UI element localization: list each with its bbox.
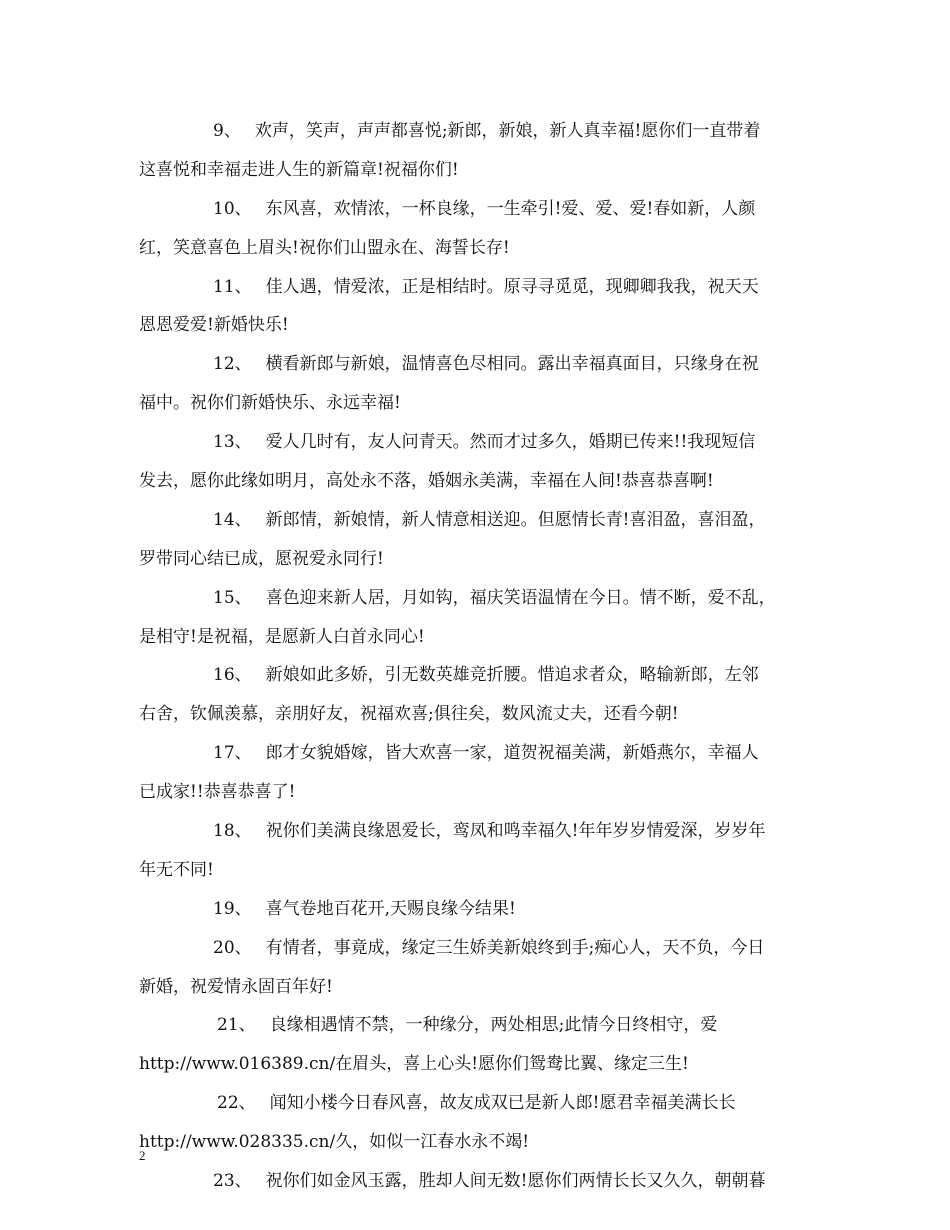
paragraph-text: 良缘相遇情不禁，一种缘分，两处相思;此情今日终相守，爱 xyxy=(269,1015,718,1036)
page-number: 2 xyxy=(139,1148,146,1163)
paragraph-20-second-line: 新婚，祝爱情永固百年好! xyxy=(139,976,333,997)
paragraph-text: 祝你们如金风玉露，胜却人间无数!愿你们两情长长又久久，朝朝暮 xyxy=(265,1171,766,1192)
paragraph-16-first-line xyxy=(139,656,815,695)
paragraph-text: 有情者，事竟成，缘定三生娇美新娘终到手;痴心人，天不负，今日 xyxy=(265,937,765,958)
paragraph-23-first-line xyxy=(139,1162,815,1201)
item-number: 11、 xyxy=(213,276,252,297)
item-number: 18、 xyxy=(213,821,252,842)
paragraph-21-second-line: http://www.016389.cn/在眉头，喜上心头!愿你们鸳鸯比翼、缘定三生! xyxy=(139,1054,689,1075)
paragraph-text: 郎才女貌婚嫁，皆大欢喜一家，道贺祝福美满，新婚燕尔，幸福人 xyxy=(265,743,759,764)
item-number: 16、 xyxy=(213,665,252,686)
paragraph-11-second-line: 恩恩爱爱!新婚快乐! xyxy=(139,315,289,336)
paragraph-12-second-line: 福中。祝你们新婚快乐、永远幸福! xyxy=(139,393,401,414)
paragraph-19-first-line xyxy=(139,890,815,929)
paragraph-text: 爱人几时有，友人问青天。然而才过多久，婚期已传来!!我现短信 xyxy=(265,432,756,453)
paragraph-14-first-line xyxy=(139,501,815,540)
item-number: 9、 xyxy=(213,121,241,141)
paragraph-21-first-line xyxy=(139,1006,815,1045)
item-number: 23、 xyxy=(213,1171,252,1192)
item-number: 14、 xyxy=(213,509,252,530)
paragraph-22-first-line xyxy=(139,1084,815,1123)
paragraph-12-first-line xyxy=(139,345,815,384)
item-number: 22、 xyxy=(217,1093,256,1114)
paragraph-18-second-line: 年无不同! xyxy=(139,859,214,880)
paragraph-text: 喜气卷地百花开,天赐良缘今结果! xyxy=(265,898,516,919)
paragraph-9-second-line: 这喜悦和幸福走进人生的新篇章!祝福你们! xyxy=(139,159,459,180)
item-number: 12、 xyxy=(213,354,252,375)
paragraph-13-second-line: 发去，愿你此缘如明月，高处永不落，婚姻永美满，幸福在人间!恭喜恭喜啊! xyxy=(139,471,714,492)
item-number: 19、 xyxy=(213,898,252,919)
paragraph-9-first-line xyxy=(139,112,815,151)
paragraph-10-first-line xyxy=(139,190,815,229)
paragraph-16-second-line: 右舍，钦佩羡慕，亲朋好友，祝福欢喜;俱往矣，数风流丈夫，还看今朝! xyxy=(139,704,679,725)
paragraph-text: 祝你们美满良缘恩爱长，鸾凤和鸣幸福久!年年岁岁情爱深，岁岁年 xyxy=(265,821,766,842)
item-number: 15、 xyxy=(213,587,252,608)
paragraph-15-second-line: 是相守!是祝福，是愿新人白首永同心! xyxy=(139,626,425,647)
paragraph-13-first-line xyxy=(139,423,815,462)
paragraph-11-first-line xyxy=(139,268,815,307)
paragraph-10-second-line: 红，笑意喜色上眉头!祝你们山盟永在、海誓长存! xyxy=(139,237,510,258)
item-number: 17、 xyxy=(213,743,252,764)
paragraph-text: 新郎情，新娘情，新人情意相送迎。但愿情长青!喜泪盈，喜泪盈， xyxy=(265,509,766,530)
paragraph-text: 东风喜，欢情浓，一杯良缘，一生牵引!爱、爱、爱!春如新，人颜 xyxy=(265,198,756,219)
paragraph-text: 欢声，笑声，声声都喜悦;新郎，新娘，新人真幸福!愿你们一直带着 xyxy=(254,121,761,141)
item-number: 13、 xyxy=(213,432,252,453)
body-text xyxy=(139,112,815,1201)
paragraph-text: 横看新郎与新娘，温情喜色尽相同。露出幸福真面目，只缘身在祝 xyxy=(265,354,759,375)
paragraph-17-first-line xyxy=(139,734,815,773)
item-number: 10、 xyxy=(213,198,252,219)
paragraph-text: 喜色迎来新人居，月如钩，福庆笑语温情在今日。情不断，爱不乱， xyxy=(265,587,776,608)
paragraph-20-first-line xyxy=(139,929,815,968)
paragraph-text: 佳人遇，情爱浓，正是相结时。原寻寻觅觅，现卿卿我我，祝天天 xyxy=(265,276,759,297)
paragraph-22-second-line: http://www.028335.cn/久，如似一江春水永不竭! xyxy=(139,1132,530,1153)
paragraph-17-second-line: 已成家!!恭喜恭喜了! xyxy=(139,782,296,803)
paragraph-14-second-line: 罗带同心结已成，愿祝爱永同行! xyxy=(139,548,384,569)
paragraph-18-first-line xyxy=(139,812,815,851)
paragraph-text: 新娘如此多娇，引无数英雄竞折腰。惜追求者众，略输新郎，左邻 xyxy=(265,665,759,686)
paragraph-15-first-line xyxy=(139,579,815,618)
item-number: 20、 xyxy=(213,937,252,958)
paragraph-text: 闻知小楼今日春风喜，故友成双已是新人郎!愿君幸福美满长长 xyxy=(269,1093,736,1114)
item-number: 21、 xyxy=(217,1015,256,1036)
